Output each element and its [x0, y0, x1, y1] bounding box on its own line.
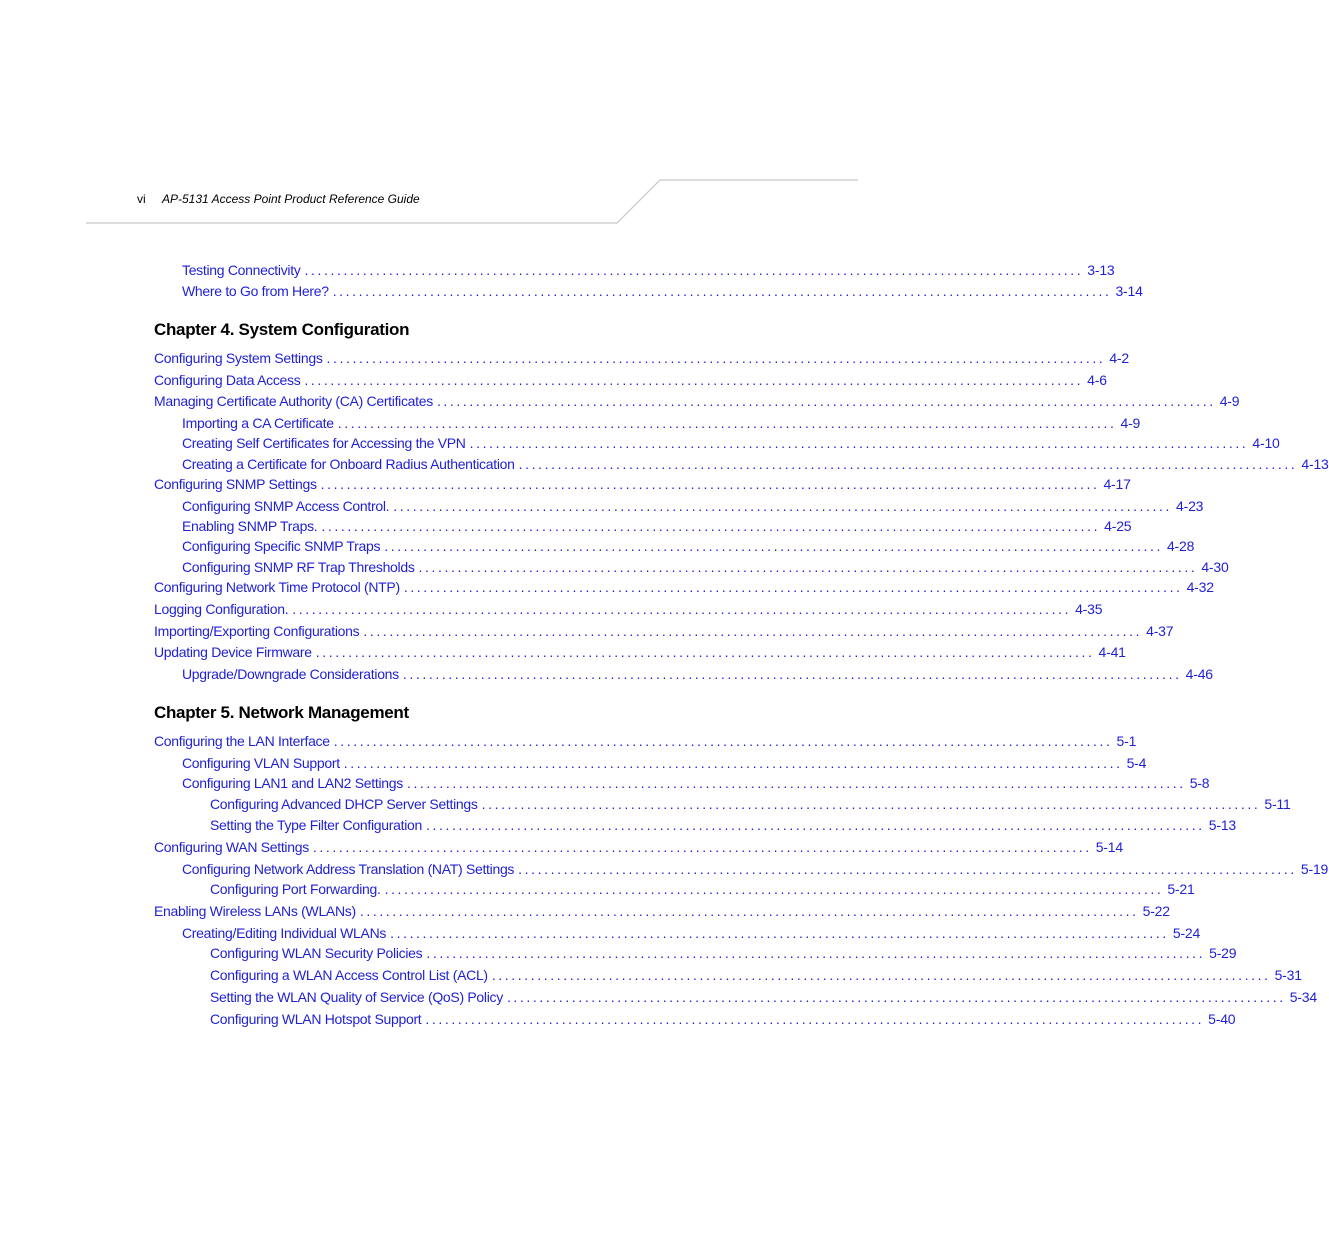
- toc-entry-link[interactable]: [154, 371, 1107, 389]
- toc-entry-page: 5-14: [1095, 839, 1123, 855]
- toc-entry-page: 4-46: [1185, 666, 1213, 682]
- toc-entry-title: Configuring SNMP Access Control.: [182, 498, 390, 514]
- toc-entry-page: 5-11: [1264, 796, 1291, 812]
- toc-entry-page: 5-21: [1167, 881, 1195, 897]
- toc-entry-page: 4-13: [1301, 456, 1329, 472]
- toc-entry-link[interactable]: [154, 732, 1137, 750]
- toc-entry-title: Configuring Data Access: [154, 372, 301, 388]
- dot-leader: ........................................................................................................................: [337, 415, 1117, 431]
- dot-leader: ........................................................................................................................: [332, 283, 1112, 299]
- chapter-heading: Chapter 4. System Configuration: [154, 320, 410, 339]
- toc-entry-link[interactable]: [182, 434, 1280, 452]
- toc-entry-title: Where to Go from Here?: [182, 283, 329, 299]
- dot-leader: ........................................................................................................................: [292, 601, 1072, 617]
- dot-leader: ........................................................................................................................: [406, 775, 1186, 791]
- toc-entry-page: 5-24: [1172, 925, 1201, 941]
- toc-entry-link[interactable]: [210, 966, 1302, 984]
- dot-leader: ........................................................................................................................: [359, 903, 1139, 919]
- toc-entry-page: 5-29: [1209, 945, 1237, 961]
- toc-entry-title: Upgrade/Downgrade Considerations: [182, 666, 399, 682]
- toc-entry-title: Enabling Wireless LANs (WLANs): [154, 903, 356, 919]
- dot-leader: ........................................................................................................................: [402, 666, 1182, 682]
- toc-entry-link[interactable]: [182, 455, 1329, 473]
- toc-entry-title: Configuring a WLAN Access Control List (ACL): [210, 967, 488, 983]
- toc-entry-title: Configuring Advanced DHCP Server Settings: [210, 796, 478, 812]
- toc-entry-link[interactable]: [210, 795, 1291, 813]
- toc-entry-link[interactable]: [210, 816, 1236, 834]
- toc-entry-page: 4-37: [1146, 623, 1174, 639]
- toc-entry-page: 5-40: [1208, 1011, 1236, 1027]
- dot-leader: ........................................................................................................................: [333, 733, 1113, 749]
- dot-leader: ........................................................................................................................: [506, 989, 1286, 1005]
- toc-entry-page: 5-8: [1189, 775, 1210, 791]
- dot-leader: ........................................................................................................................: [393, 498, 1173, 514]
- toc-entry-title: Creating Self Certificates for Accessing the VPN: [182, 435, 466, 451]
- toc-entry-title: Managing Certificate Authority (CA) Certificates: [154, 393, 433, 409]
- toc-entry-title: Configuring VLAN Support: [182, 755, 340, 771]
- dot-leader: ........................................................................................................................: [321, 518, 1101, 534]
- toc-entry-title: Importing a CA Certificate: [182, 415, 334, 431]
- toc-entry-link[interactable]: [182, 558, 1229, 576]
- dot-leader: ........................................................................................................................: [390, 925, 1169, 941]
- toc-entry-link[interactable]: [154, 600, 1103, 618]
- toc-entry-title: Configuring WAN Settings: [154, 839, 309, 855]
- dot-leader: ........................................................................................................................: [518, 456, 1298, 472]
- chapter-heading: Chapter 5. Network Management: [154, 703, 409, 722]
- toc-entry-link[interactable]: [154, 349, 1129, 367]
- toc-entry-link[interactable]: [182, 282, 1143, 300]
- dot-leader: ........................................................................................................................: [343, 755, 1123, 771]
- toc-entry-link[interactable]: [154, 622, 1174, 640]
- toc-entry-link[interactable]: [182, 774, 1210, 792]
- toc-entry-link[interactable]: [210, 880, 1195, 898]
- toc-entry-title: Logging Configuration.: [154, 601, 289, 617]
- toc-entry-page: 4-17: [1103, 476, 1131, 492]
- dot-leader: ........................................................................................................................: [403, 579, 1183, 595]
- toc-entry-page: 4-28: [1166, 538, 1195, 554]
- toc-entry-link[interactable]: [182, 754, 1147, 772]
- toc-entry-link[interactable]: [182, 924, 1201, 942]
- toc-entry-title: Configuring Specific SNMP Traps: [182, 538, 381, 554]
- toc-entry-page: 4-9: [1120, 415, 1141, 431]
- toc-entry-link[interactable]: [210, 988, 1317, 1006]
- toc-entry-page: 3-14: [1115, 283, 1143, 299]
- toc-entry-link[interactable]: [154, 902, 1170, 920]
- dot-leader: ........................................................................................................................: [491, 967, 1271, 983]
- dot-leader: ........................................................................................................................: [418, 559, 1198, 575]
- toc-entry-link[interactable]: [182, 414, 1141, 432]
- toc-entry-page: 4-6: [1087, 372, 1107, 388]
- toc-entry-page: 4-10: [1252, 435, 1280, 451]
- toc-entry-link[interactable]: [182, 497, 1204, 515]
- toc-entry-title: Updating Device Firmware: [154, 644, 312, 660]
- dot-leader: ........................................................................................................................: [363, 623, 1143, 639]
- toc-entry-link[interactable]: [210, 944, 1237, 962]
- dot-leader: ........................................................................................................................: [436, 393, 1216, 409]
- dot-leader: ........................................................................................................................: [384, 538, 1163, 554]
- toc-entry-link[interactable]: [182, 665, 1213, 683]
- toc-entry-title: Configuring WLAN Hotspot Support: [210, 1011, 422, 1027]
- toc-entry-page: 4-35: [1075, 601, 1103, 617]
- toc-entry-title: Creating a Certificate for Onboard Radius Authentication: [182, 456, 515, 472]
- toc-entry-page: 4-30: [1201, 559, 1229, 575]
- toc-entry-link[interactable]: [182, 517, 1132, 535]
- toc-entry-page: 5-19: [1300, 861, 1329, 877]
- dot-leader: ........................................................................................................................: [469, 435, 1249, 451]
- toc-entry-title: Configuring Network Time Protocol (NTP): [154, 579, 400, 595]
- toc-entry-page: 4-25: [1104, 518, 1132, 534]
- toc-entry-title: Setting the Type Filter Configuration: [210, 817, 422, 833]
- dot-leader: ........................................................................................................................: [326, 350, 1106, 366]
- dot-leader: ........................................................................................................................: [320, 476, 1100, 492]
- toc-entry-link[interactable]: [182, 261, 1115, 279]
- dot-leader: ........................................................................................................................: [481, 796, 1261, 812]
- toc-entry-page: 4-9: [1219, 393, 1240, 409]
- toc-entry-title: Setting the WLAN Quality of Service (QoS) Policy: [210, 989, 503, 1005]
- toc-entry-title: Configuring Port Forwarding.: [210, 881, 381, 897]
- toc-entry-link[interactable]: [154, 838, 1123, 856]
- toc-entry-title: Configuring the LAN Interface: [154, 733, 330, 749]
- toc-entry-title: Configuring System Settings: [154, 350, 323, 366]
- toc-entry-title: Configuring Network Address Translation (NAT) Settings: [182, 861, 515, 877]
- toc-entry-page: 5-34: [1289, 989, 1317, 1005]
- toc-entry-link[interactable]: [154, 392, 1240, 410]
- toc-entry-page: 4-23: [1176, 498, 1204, 514]
- toc-entry-link[interactable]: [154, 578, 1214, 596]
- toc-entry-page: 5-31: [1274, 967, 1302, 983]
- toc-entry-title: Testing Connectivity: [182, 262, 301, 278]
- toc-entry-link[interactable]: [182, 860, 1329, 878]
- dot-leader: ........................................................................................................................: [304, 262, 1084, 278]
- toc-entry-title: Configuring SNMP RF Trap Thresholds: [182, 559, 415, 575]
- dot-leader: ........................................................................................................................: [304, 372, 1084, 388]
- toc-entry-title: Configuring WLAN Security Policies: [210, 945, 423, 961]
- toc-entry-title: Enabling SNMP Traps.: [182, 518, 318, 534]
- dot-leader: ........................................................................................................................: [312, 839, 1092, 855]
- dot-leader: ........................................................................................................................: [384, 881, 1164, 897]
- toc-entry-link[interactable]: [154, 643, 1126, 661]
- page-number: vi: [137, 192, 146, 206]
- toc-entry-page: 5-22: [1142, 903, 1170, 919]
- toc-entry-title: Creating/Editing Individual WLANs: [182, 925, 387, 941]
- dot-leader: ........................................................................................................................: [426, 945, 1206, 961]
- dot-leader: ........................................................................................................................: [426, 817, 1205, 833]
- toc-entry-link[interactable]: [182, 537, 1195, 555]
- toc-entry-page: 5-4: [1126, 755, 1147, 771]
- toc-entry-link[interactable]: [210, 1010, 1236, 1028]
- dot-leader: ........................................................................................................................: [315, 644, 1095, 660]
- running-header-title: AP-5131 Access Point Product Reference Guide: [162, 192, 420, 206]
- toc-entry-page: 4-41: [1098, 644, 1126, 660]
- toc-entry-page: 4-2: [1109, 350, 1129, 366]
- toc-entry-title: Configuring SNMP Settings: [154, 476, 317, 492]
- toc-entry-link[interactable]: [154, 475, 1131, 493]
- toc-entry-title: Importing/Exporting Configurations: [154, 623, 360, 639]
- toc-entry-page: 4-32: [1186, 579, 1214, 595]
- toc-entry-page: 5-1: [1116, 733, 1137, 749]
- dot-leader: ........................................................................................................................: [425, 1011, 1205, 1027]
- dot-leader: ........................................................................................................................: [518, 861, 1297, 877]
- toc-entry-title: Configuring LAN1 and LAN2 Settings: [182, 775, 403, 791]
- toc-entry-page: 3-13: [1087, 262, 1115, 278]
- toc-entry-page: 5-13: [1208, 817, 1236, 833]
